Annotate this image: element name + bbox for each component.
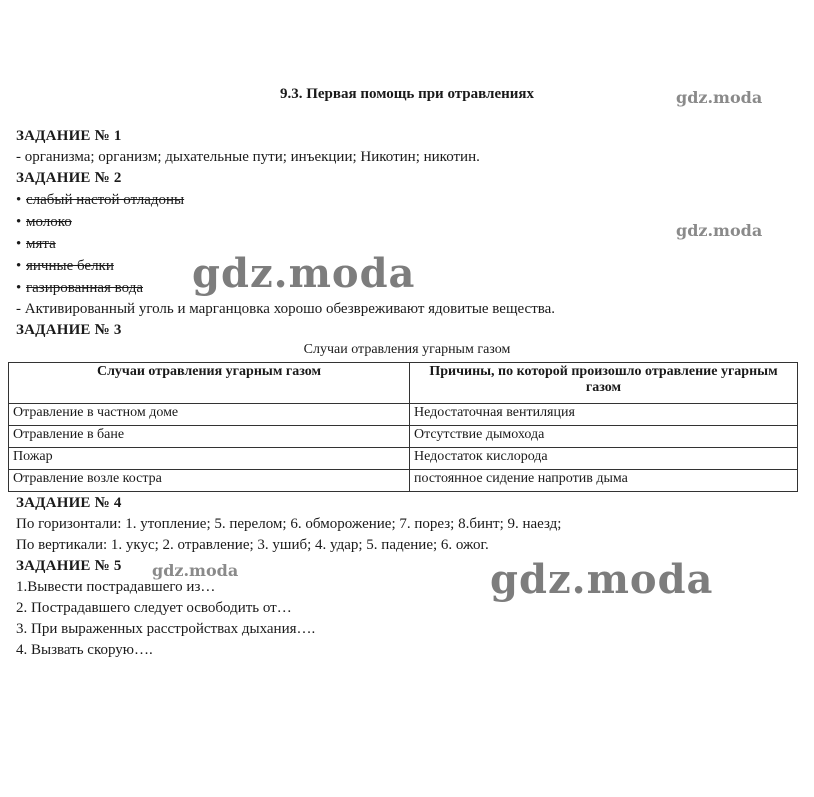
watermark: gdz.moda bbox=[676, 88, 763, 107]
task2-item-text: яичные белки bbox=[26, 258, 114, 274]
task2-item-text: молоко bbox=[26, 214, 72, 230]
table-cell: Отравление в бане bbox=[9, 426, 410, 448]
task5-step: 1.Вывести пострадавшего из… bbox=[16, 579, 216, 595]
task5-heading: ЗАДАНИЕ № 5 bbox=[16, 558, 122, 574]
task1-answer: - организма; организм; дыхательные пути; инъекции; Никотин; никотин. bbox=[16, 149, 480, 165]
task2-heading: ЗАДАНИЕ № 2 bbox=[16, 170, 122, 186]
table-header-row bbox=[9, 363, 798, 404]
column-header: Причины, по которой произошло отравление угарным газом bbox=[410, 363, 798, 404]
task2-note: - Активированный уголь и марганцовка хорошо обезвреживают ядовитые вещества. bbox=[16, 301, 556, 317]
task2-item bbox=[16, 212, 72, 232]
task2-item bbox=[16, 256, 114, 276]
task2-item-text: мята bbox=[26, 236, 56, 252]
table-row bbox=[9, 448, 798, 470]
page-title: 9.3. Первая помощь при отравлениях bbox=[279, 86, 535, 102]
task2-item bbox=[16, 234, 56, 254]
table-cell: Недостаток кислорода bbox=[410, 448, 798, 470]
task4-heading: ЗАДАНИЕ № 4 bbox=[16, 495, 122, 511]
task5-step: 4. Вызвать скорую…. bbox=[16, 642, 153, 658]
task5-step: 2. Пострадавшего следует освободить от… bbox=[16, 600, 292, 616]
table-cell: Недостаточная вентиляция bbox=[410, 404, 798, 426]
task1-heading: ЗАДАНИЕ № 1 bbox=[16, 128, 122, 144]
table-row bbox=[9, 470, 798, 492]
table-cell: Отсутствие дымохода bbox=[410, 426, 798, 448]
watermark: gdz.moda bbox=[192, 250, 416, 297]
table-row bbox=[9, 426, 798, 448]
task4-horizontal: По горизонтали: 1. утопление; 5. перелом; 6. обморожение; 7. порез; 8.бинт; 9. наезд; bbox=[16, 516, 562, 532]
watermark: gdz.moda bbox=[490, 556, 714, 603]
table-caption: Случаи отравления угарным газом bbox=[303, 342, 511, 357]
task5-step: 3. При выраженных расстройствах дыхания…. bbox=[16, 621, 316, 637]
column-header: Случаи отравления угарным газом bbox=[9, 363, 410, 404]
table-row bbox=[9, 404, 798, 426]
table-cell: Пожар bbox=[9, 448, 410, 470]
watermark: gdz.moda bbox=[676, 221, 763, 240]
task2-item bbox=[16, 278, 143, 298]
table-cell: постоянное сидение напротив дыма bbox=[410, 470, 798, 492]
task4-vertical: По вертикали: 1. укус; 2. отравление; 3. ушиб; 4. удар; 5. падение; 6. ожог. bbox=[16, 537, 489, 553]
watermark: gdz.moda bbox=[152, 561, 239, 580]
poisoning-table bbox=[8, 362, 798, 492]
task2-item-text: слабый настой отладоны bbox=[26, 192, 185, 208]
table-cell: Отравление в частном доме bbox=[9, 404, 410, 426]
task3-heading: ЗАДАНИЕ № 3 bbox=[16, 322, 122, 338]
table-cell: Отравление возле костра bbox=[9, 470, 410, 492]
task2-item bbox=[16, 190, 184, 210]
task2-item-text: газированная вода bbox=[26, 280, 144, 296]
